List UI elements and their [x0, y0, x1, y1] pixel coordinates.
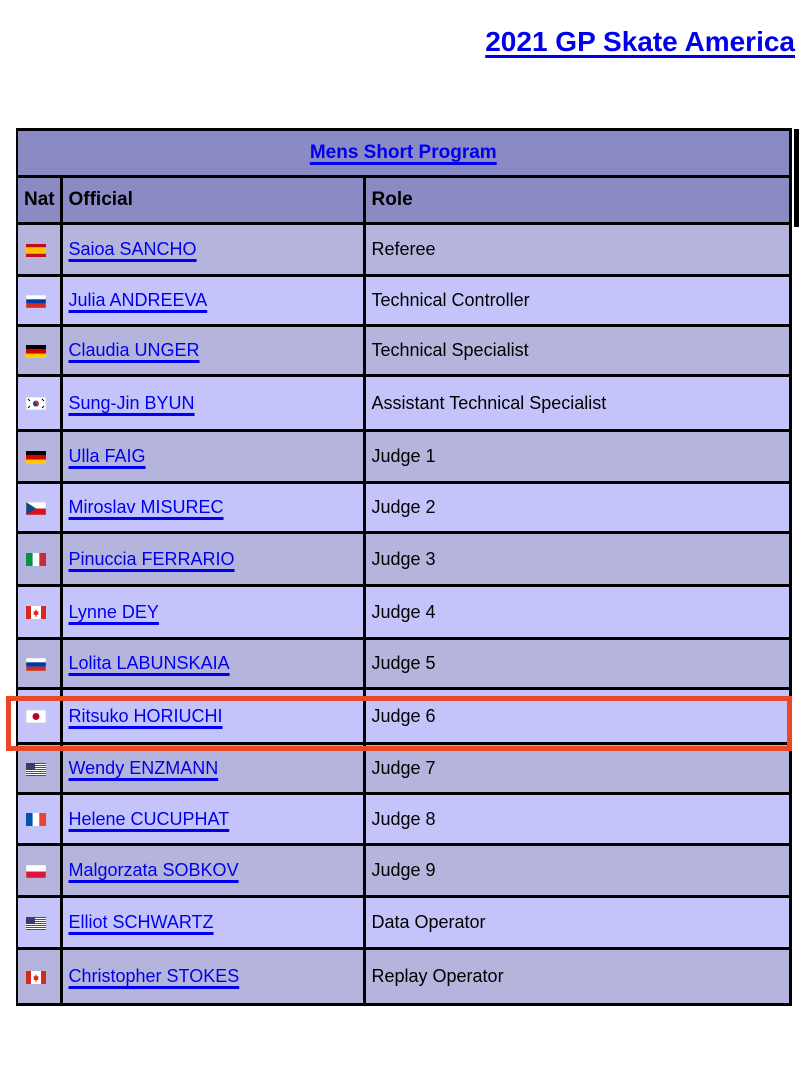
role-cell: Judge 5 [364, 639, 790, 689]
official-name-link[interactable]: Ulla FAIG [68, 446, 146, 466]
flag-ger-icon [26, 451, 46, 464]
official-name-link[interactable]: Malgorzata SOBKOV [68, 860, 239, 880]
officials-table [16, 128, 792, 1006]
table-title-row [17, 130, 790, 177]
nat-cell [17, 639, 61, 689]
role-cell: Judge 7 [364, 744, 790, 794]
official-cell [61, 533, 364, 586]
official-cell [61, 276, 364, 326]
role-cell: Judge 2 [364, 483, 790, 533]
official-cell [61, 845, 364, 897]
flag-usa-icon [26, 763, 46, 776]
role-cell: Judge 1 [364, 431, 790, 483]
official-name-link[interactable]: Sung-Jin BYUN [68, 392, 195, 413]
official-cell [61, 897, 364, 949]
edge-divider [794, 129, 799, 227]
official-column-header: Official [61, 177, 364, 224]
flag-rus-icon [26, 295, 46, 308]
role-cell: Judge 4 [364, 586, 790, 639]
table-row [17, 224, 790, 276]
flag-can-icon [26, 971, 46, 984]
nat-cell [17, 326, 61, 376]
role-cell: Judge 8 [364, 794, 790, 845]
flag-kor-icon [26, 397, 46, 410]
nat-cell [17, 224, 61, 276]
nat-column-header: Nat [17, 177, 61, 224]
table-row [17, 639, 790, 689]
official-name-link[interactable]: Saioa SANCHO [68, 239, 197, 259]
official-cell [61, 586, 364, 639]
table-row [17, 533, 790, 586]
role-column-header: Role [364, 177, 790, 224]
official-name-link[interactable]: Ritsuko HORIUCHI [68, 705, 223, 726]
official-cell [61, 949, 364, 1005]
role-cell: Assistant Technical Specialist [364, 376, 790, 431]
official-cell [61, 794, 364, 845]
nat-cell [17, 533, 61, 586]
role-cell: Referee [364, 224, 790, 276]
table-row [17, 483, 790, 533]
flag-rus-icon [26, 658, 46, 671]
official-name-link[interactable]: Wendy ENZMANN [68, 758, 219, 778]
role-cell: Replay Operator [364, 949, 790, 1005]
nat-cell [17, 744, 61, 794]
table-row [17, 845, 790, 897]
official-cell [61, 431, 364, 483]
table-row [17, 431, 790, 483]
official-name-link[interactable]: Elliot SCHWARTZ [68, 912, 214, 932]
official-cell [61, 376, 364, 431]
nat-cell [17, 431, 61, 483]
nat-cell [17, 949, 61, 1005]
official-cell [61, 689, 364, 744]
official-name-link[interactable]: Lynne DEY [68, 601, 159, 622]
page-title-link[interactable]: 2021 GP Skate America [485, 26, 795, 57]
table-row [17, 276, 790, 326]
official-cell [61, 224, 364, 276]
flag-can-icon [26, 606, 46, 619]
flag-jpn-icon [26, 710, 46, 723]
nat-cell [17, 689, 61, 744]
flag-esp-icon [26, 244, 46, 257]
role-cell: Technical Controller [364, 276, 790, 326]
flag-fra-icon [26, 813, 46, 826]
official-name-link[interactable]: Lolita LABUNSKAIA [68, 653, 230, 673]
table-row [17, 376, 790, 431]
table-row [17, 897, 790, 949]
nat-cell [17, 897, 61, 949]
official-cell [61, 639, 364, 689]
official-name-link[interactable]: Miroslav MISUREC [68, 497, 224, 517]
role-cell: Judge 9 [364, 845, 790, 897]
table-title-cell [17, 130, 790, 177]
official-name-link[interactable]: Julia ANDREEVA [68, 290, 208, 310]
official-name-link[interactable]: Christopher STOKES [68, 966, 240, 986]
table-row [17, 326, 790, 376]
official-cell [61, 326, 364, 376]
role-cell: Judge 3 [364, 533, 790, 586]
table-row [17, 586, 790, 639]
nat-cell [17, 483, 61, 533]
table-row [17, 744, 790, 794]
flag-usa-icon [26, 917, 46, 930]
nat-cell [17, 794, 61, 845]
table-row [17, 794, 790, 845]
role-cell: Judge 6 [364, 689, 790, 744]
table-header-row [17, 177, 790, 224]
flag-cze-icon [26, 502, 46, 515]
table-row [17, 949, 790, 1005]
nat-cell [17, 845, 61, 897]
nat-cell [17, 376, 61, 431]
flag-pol-icon [26, 865, 46, 878]
official-name-link[interactable]: Claudia UNGER [68, 340, 200, 360]
role-cell: Technical Specialist [364, 326, 790, 376]
nat-cell [17, 276, 61, 326]
official-name-link[interactable]: Pinuccia FERRARIO [68, 548, 235, 569]
official-cell [61, 744, 364, 794]
official-cell [61, 483, 364, 533]
flag-ger-icon [26, 345, 46, 358]
table-row [17, 689, 790, 744]
role-cell: Data Operator [364, 897, 790, 949]
section-title-link[interactable]: Mens Short Program [309, 142, 497, 163]
flag-ita-icon [26, 553, 46, 566]
nat-cell [17, 586, 61, 639]
official-name-link[interactable]: Helene CUCUPHAT [68, 808, 230, 829]
